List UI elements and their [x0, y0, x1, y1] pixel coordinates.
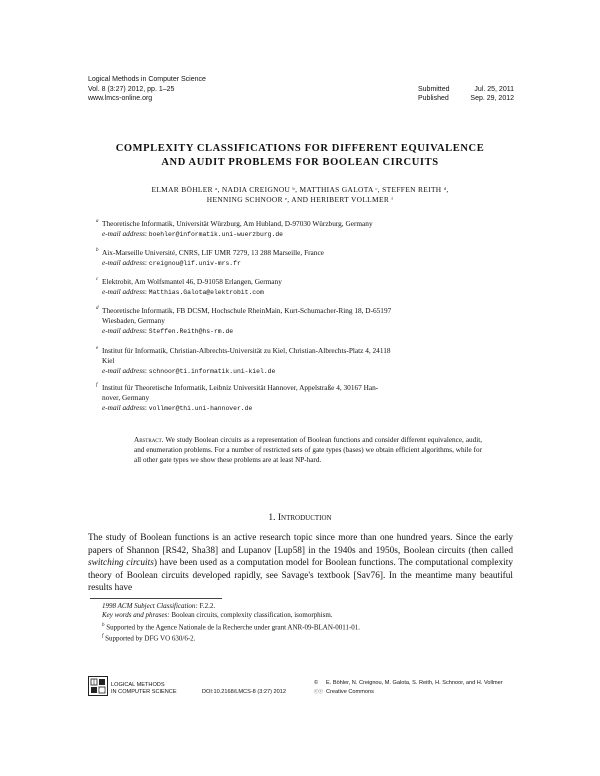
- affiliation-address: Institut für Informatik, Christian-Albrechts-Universität zu Kiel, Christian-Albrechts-Platz 4, 24118: [102, 346, 391, 355]
- section-title: Introduction: [277, 513, 332, 523]
- journal-volume: Vol. 8 (3:27) 2012, pp. 1–25: [88, 85, 175, 93]
- affiliation-mark: a: [96, 219, 99, 224]
- affiliation-b: b Aix-Marseille Université, CNRS, LIF UMR 7279, 13 288 Marseille, France e-mail address: creignou@lif.univ-mrs.fr: [102, 248, 497, 269]
- affiliation-mark: e: [96, 346, 99, 351]
- affiliation-mark: f: [96, 383, 98, 388]
- footer-journal-name: [111, 682, 177, 696]
- email-address[interactable]: Steffen.Reith@hs-rm.de: [148, 328, 234, 335]
- footnote-mark: f: [102, 634, 104, 640]
- affiliation-mark: c: [96, 277, 99, 282]
- email-label: e-mail address: [102, 258, 145, 267]
- intro-emphasis: switching circuits: [88, 558, 154, 569]
- license-label[interactable]: Creative Commons: [326, 689, 374, 695]
- email-address[interactable]: Matthias.Galota@elektrobit.com: [148, 289, 264, 296]
- abstract-text: We study Boolean circuits as a representation of Boolean functions and consider different equivalence, audit, and enumeration problems. For a number of restricted sets of gate types (bases) we obtain efficient algorithms, while for all other gate types we show these problems are at least NP-hard.: [134, 436, 482, 464]
- affiliation-f: f Institut für Theoretische Informatik, Leibniz Universität Hannover, Appelstraße 4, 30167 Han- nover, Germany e-mail address: vollmer@thi.uni-hannover.de: [102, 383, 497, 414]
- title-line-2: AND AUDIT PROBLEMS FOR BOOLEAN CIRCUITS: [161, 157, 439, 168]
- affiliation-e: e Institut für Informatik, Christian-Albrechts-Universität zu Kiel, Christian-Albrechts-Platz 4, 24118 Kiel e-mail address: schnoor@ti.informatik.uni-kiel.de: [102, 346, 497, 377]
- affiliation-a: a Theoretische Informatik, Universität Würzburg, Am Hubland, D-97030 Würzburg, Germany e-mail address: boehler@informatik.uni-wuerzburg.de: [102, 219, 497, 240]
- journal-name: Logical Methods in Computer Science: [88, 76, 206, 83]
- footnote-rule: [90, 598, 222, 599]
- intro-text-2: ) have been used as a computation model for Boolean functions. The computational complexity theory of Boolean circuits developed rapidly, see Savage's textbook [Sav76]. In the meantime many beautiful results have: [88, 558, 513, 594]
- footnote-mark: b: [102, 622, 105, 628]
- title-line-1: COMPLEXITY CLASSIFICATIONS FOR DIFFERENT EQUIVALENCE: [115, 143, 485, 154]
- email-label: e-mail address: [102, 326, 145, 335]
- email-label: e-mail address: [102, 366, 145, 375]
- abstract: [134, 435, 482, 465]
- copyright-block: [314, 680, 503, 696]
- email-label: e-mail address: [102, 229, 145, 238]
- copyright-icon: ©: [314, 680, 319, 686]
- affiliation-address-cont: Wiesbaden, Germany: [102, 316, 165, 325]
- acm-classification: [102, 602, 502, 611]
- email-label: e-mail address: [102, 287, 145, 296]
- affiliation-c: c Elektrobit, Am Wolfsmantel 46, D-91058 Erlangen, Germany e-mail address: Matthias.Galota@elektrobit.com: [102, 277, 497, 298]
- email-address[interactable]: boehler@informatik.uni-wuerzburg.de: [148, 231, 283, 238]
- affiliation-address: Elektrobit, Am Wolfsmantel 46, D-91058 Erlangen, Germany: [102, 277, 282, 286]
- affiliation-d: d Theoretische Informatik, FB DCSM, Hochschule RheinMain, Kurt-Schumacher-Ring 18, D-65197 Wiesbaden, Germany e-mail address: Steffen.Reith@hs-rm.de: [102, 306, 497, 337]
- footnote-text: Supported by DFG VO 630/6-2.: [105, 634, 196, 643]
- section-number: 1.: [268, 513, 276, 523]
- affiliation-address-cont: Kiel: [102, 356, 115, 365]
- keywords: [102, 611, 502, 620]
- footnote-f: [102, 632, 502, 644]
- author-list: [0, 185, 600, 205]
- intro-text-1: The study of Boolean functions is an active research topic since more than one hundred years. Since the early papers of Shannon [RS42, Sha38] and Lupanov [Lup58] in the 1940s and 1950s, Boolean circuits (then called: [88, 533, 513, 556]
- email-address[interactable]: schnoor@ti.informatik.uni-kiel.de: [148, 368, 276, 375]
- lmcs-logo-icon: [88, 676, 108, 696]
- dates-block: [418, 85, 514, 104]
- email-address[interactable]: creignou@lif.univ-mrs.fr: [148, 260, 241, 267]
- footnote-b: [102, 621, 502, 633]
- abstract-label: Abstract.: [134, 436, 164, 444]
- published-label: Published: [418, 95, 449, 102]
- footnote-text: Supported by the Agence Nationale de la Recherche under grant ANR-09-BLAN-0011-01.: [106, 622, 361, 631]
- intro-paragraph: [88, 532, 513, 595]
- acm-value: F.2.2.: [199, 602, 216, 610]
- affiliation-address: Aix-Marseille Université, CNRS, LIF UMR 7279, 13 288 Marseille, France: [102, 248, 324, 257]
- logo-line-2: IN COMPUTER SCIENCE: [111, 689, 177, 695]
- keywords-label: Key words and phrases:: [102, 611, 170, 620]
- copyright-holders: E. Böhler, N. Creignou, M. Galota, S. Reith, H. Schnoor, and H. Vollmer: [326, 680, 503, 686]
- affiliation-mark: d: [96, 306, 99, 311]
- email-address[interactable]: vollmer@thi.uni-hannover.de: [148, 405, 253, 412]
- paper-title: [0, 142, 600, 170]
- journal-website[interactable]: www.lmcs-online.org: [88, 95, 153, 102]
- journal-header: [88, 75, 206, 104]
- keywords-value: Boolean circuits, complexity classification, isomorphism.: [171, 611, 333, 620]
- submitted-label: Submitted: [418, 85, 450, 93]
- logo-line-1: LOGICAL METHODS: [111, 682, 165, 688]
- creative-commons-icon: ⓒⓒ: [314, 689, 323, 694]
- published-date: Sep. 29, 2012: [470, 95, 514, 102]
- affiliation-address: Institut für Theoretische Informatik, Leibniz Universität Hannover, Appelstraße 4, 30167 Han-: [102, 383, 379, 392]
- affiliation-address: Theoretische Informatik, Universität Würzburg, Am Hubland, D-97030 Würzburg, Germany: [102, 219, 373, 228]
- footnotes: [102, 602, 502, 644]
- authors-line-1: ELMAR BÖHLER ᵃ, NADIA CREIGNOU ᵇ, MATTHIAS GALOTA ᶜ, STEFFEN REITH ᵈ,: [151, 185, 449, 194]
- doi[interactable]: DOI:10.2168/LMCS-8 (3:27) 2012: [202, 689, 286, 695]
- authors-line-2: HENNING SCHNOOR ᵉ, AND HERIBERT VOLLMER ᶠ: [206, 195, 394, 204]
- affiliation-address-cont: nover, Germany: [102, 393, 150, 402]
- affiliation-mark: b: [96, 248, 99, 253]
- affiliation-address: Theoretische Informatik, FB DCSM, Hochschule RheinMain, Kurt-Schumacher-Ring 18, D-65197: [102, 306, 392, 315]
- submitted-date: Jul. 25, 2011: [474, 85, 514, 93]
- email-label: e-mail address: [102, 403, 145, 412]
- section-heading: [0, 513, 600, 523]
- acm-label: 1998 ACM Subject Classification:: [102, 602, 198, 610]
